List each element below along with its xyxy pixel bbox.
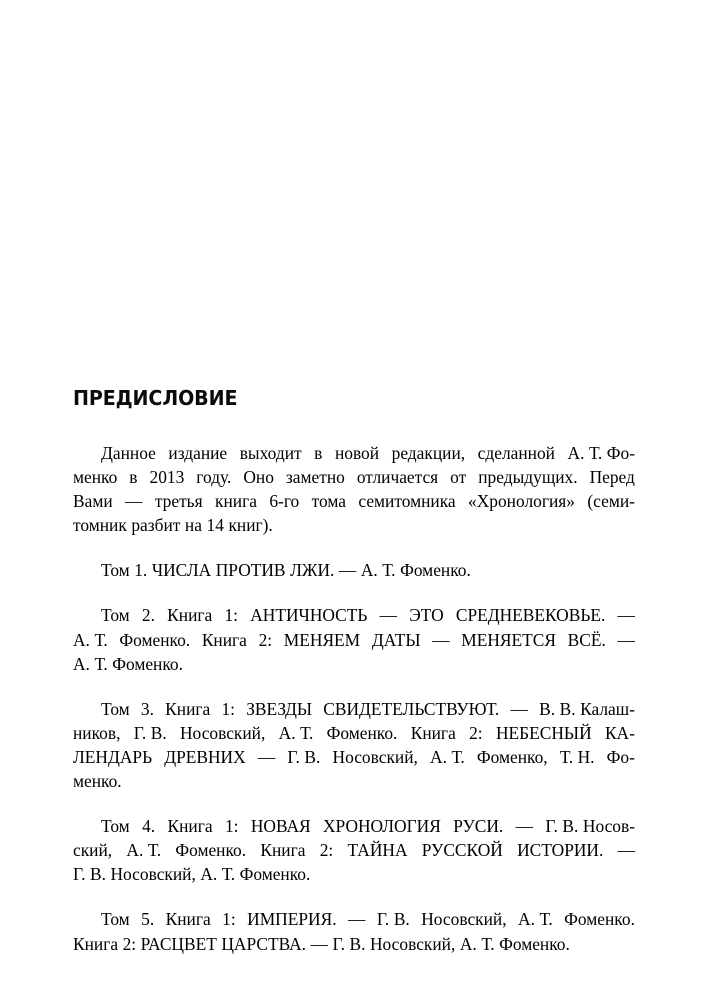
text-line: томник разбит на 14 книг). <box>73 515 273 536</box>
paragraph-tom-2 <box>73 603 635 675</box>
text-line: Том 5. Книга 1: ИМПЕРИЯ. — Г. В. Носовский, А. Т. Фоменко. <box>101 909 635 930</box>
text-line: Том 1. ЧИСЛА ПРОТИВ ЛЖИ. — А. Т. Фоменко. <box>101 560 471 581</box>
text-line: ский, А. Т. Фоменко. Книга 2: ТАЙНА РУССКОЙ ИСТОРИИ. — <box>73 840 635 861</box>
paragraph-tom-3 <box>73 697 635 793</box>
text-line: Г. В. Носовский, А. Т. Фоменко. <box>73 864 311 885</box>
text-line: Том 2. Книга 1: АНТИЧНОСТЬ — ЭТО СРЕДНЕВЕКОВЬЕ. — <box>101 605 635 626</box>
preface-text-block <box>73 386 635 956</box>
text-line: ников, Г. В. Носовский, А. Т. Фоменко. Книга 2: НЕБЕСНЫЙ КА- <box>73 722 635 743</box>
text-line: А. Т. Фоменко. <box>73 653 183 674</box>
text-line: Книга 2: РАСЦВЕТ ЦАРСТВА. — Г. В. Носовский, А. Т. Фоменко. <box>73 933 570 954</box>
text-line: Вами — третья книга 6-го тома семитомника «Хронология» (семи- <box>73 491 635 512</box>
text-line: ЛЕНДАРЬ ДРЕВНИХ — Г. В. Носовский, А. Т. Фоменко, Т. Н. Фо- <box>73 746 635 767</box>
page-title: ПРЕДИСЛОВИЕ <box>73 386 238 410</box>
paragraph-intro <box>73 441 635 537</box>
text-line: Том 4. Книга 1: НОВАЯ ХРОНОЛОГИЯ РУСИ. — Г. В. Носов- <box>101 816 635 837</box>
text-line: менко в 2013 году. Оно заметно отличается от предыдущих. Перед <box>73 467 635 488</box>
preface-body <box>73 441 635 956</box>
paragraph-tom-1 <box>73 558 635 582</box>
paragraph-tom-5 <box>73 907 635 955</box>
text-line: Данное издание выходит в новой редакции, сделанной А. Т. Фо- <box>101 443 635 463</box>
text-line: А. Т. Фоменко. Книга 2: МЕНЯЕМ ДАТЫ — МЕНЯЕТСЯ ВСЁ. — <box>73 629 635 650</box>
paragraph-tom-4 <box>73 814 635 886</box>
text-line: Том 3. Книга 1: ЗВЕЗДЫ СВИДЕТЕЛЬСТВУЮТ. — В. В. Калаш- <box>101 698 635 719</box>
text-line: менко. <box>73 771 122 792</box>
